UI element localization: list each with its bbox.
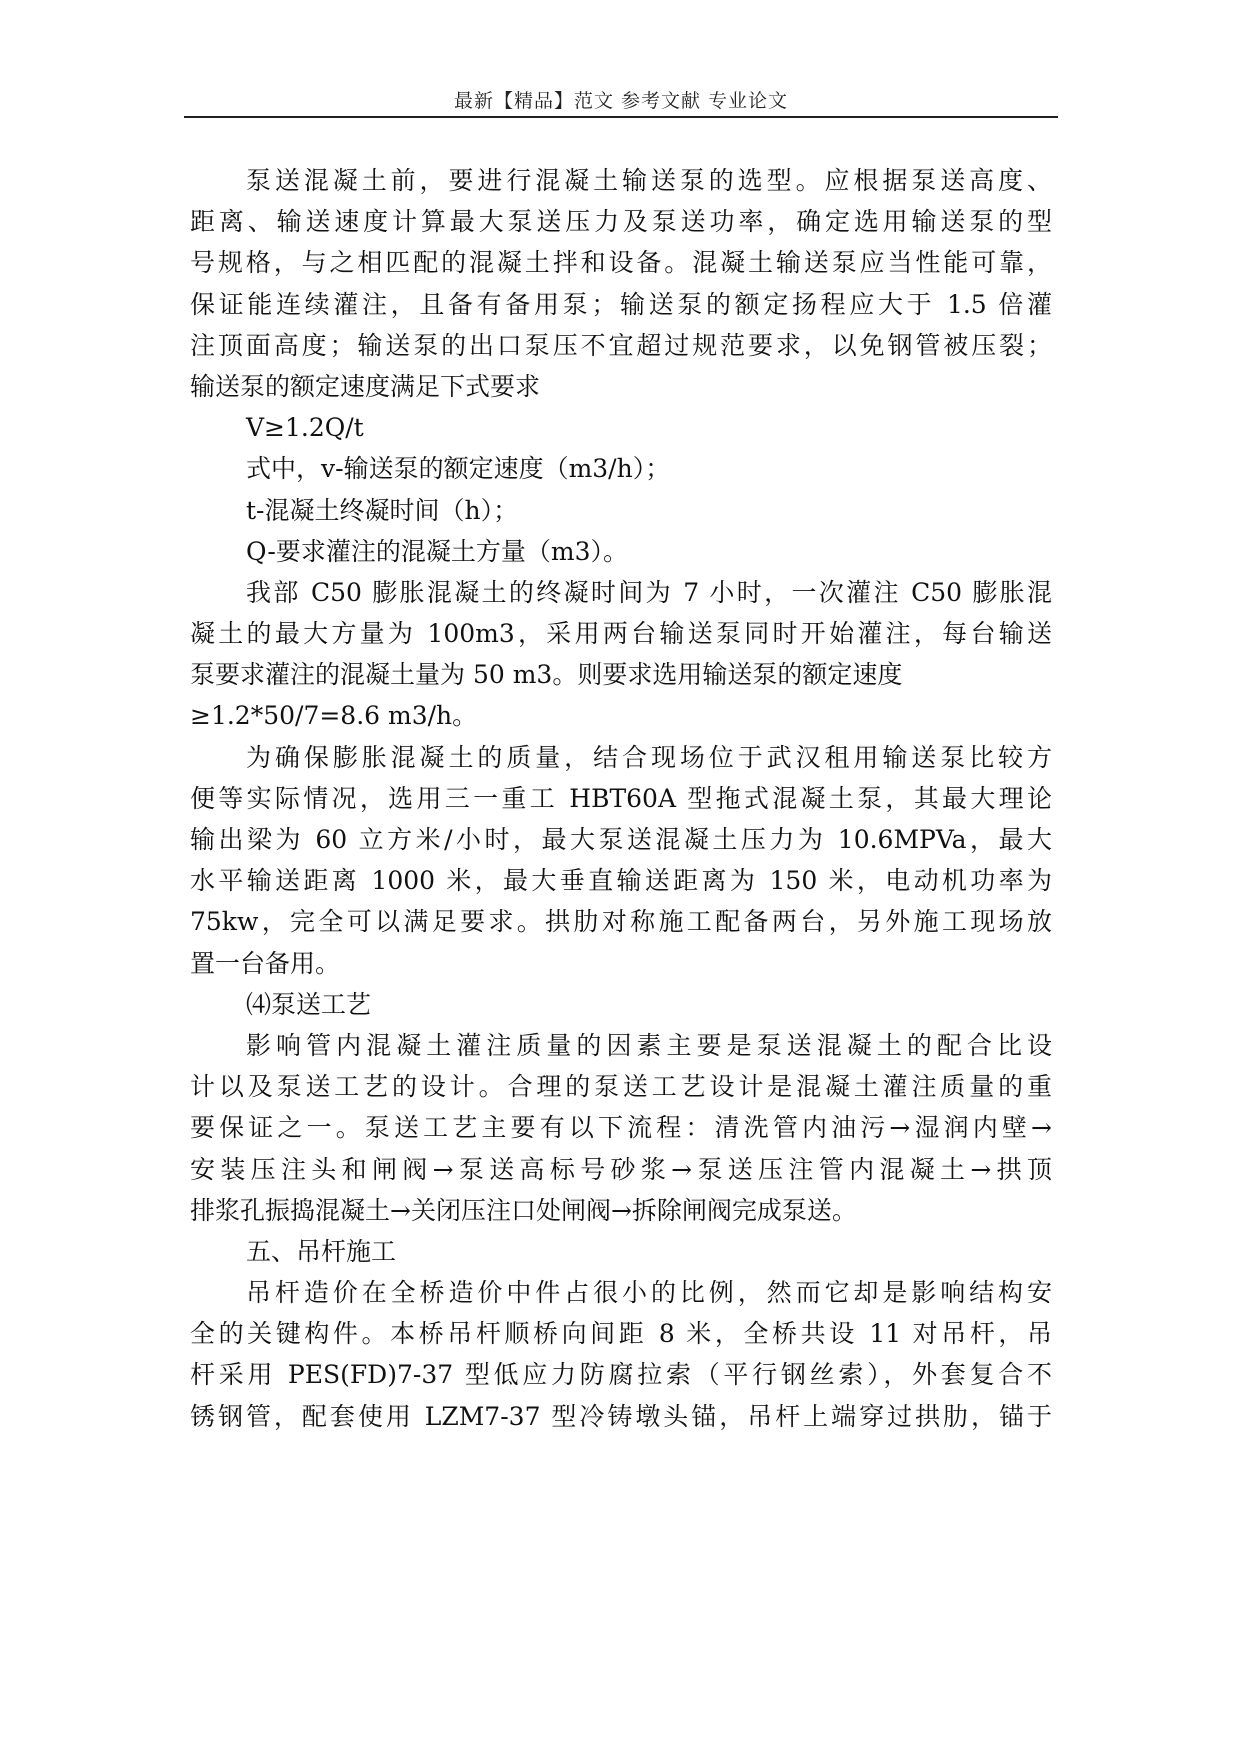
text-line: t-混凝土终凝时间（h）；: [246, 495, 519, 525]
text-line: 影响管内混凝土灌注质量的因素主要是泵送混凝土的配合比设: [246, 1030, 1052, 1060]
text-line: ⑷泵送工艺: [246, 989, 372, 1019]
text-line: 计以及泵送工艺的设计。合理的泵送工艺设计是混凝土灌注质量的重: [190, 1072, 1052, 1102]
header-rule: [184, 116, 1058, 118]
text-line: 五、吊杆施工: [246, 1236, 397, 1266]
body-text: [190, 160, 1052, 1437]
text-line: 要保证之一。泵送工艺主要有以下流程：清洗管内油污→湿润内壁→: [190, 1113, 1052, 1143]
text-line: 泵要求灌注的混凝土量为 50 m3。则要求选用输送泵的额定速度: [190, 660, 903, 690]
text-line: 注顶面高度；输送泵的出口泵压不宜超过规范要求，以免钢管被压裂；: [190, 330, 1052, 360]
text-line: 凝土的最大方量为 100m3，采用两台输送泵同时开始灌注，每台输送: [190, 619, 1052, 649]
text-line: 保证能连续灌注，且备有备用泵；输送泵的额定扬程应大于 1.5 倍灌: [190, 289, 1052, 319]
text-line: 水平输送距离 1000 米，最大垂直输送距离为 150 米，电动机功率为: [190, 866, 1052, 896]
text-line: 泵送混凝土前，要进行混凝土输送泵的选型。应根据泵送高度、: [246, 166, 1052, 195]
text-line: V≥1.2Q/t: [246, 413, 364, 443]
text-line: 吊杆造价在全桥造价中件占很小的比例，然而它却是影响结构安: [246, 1278, 1052, 1308]
running-header: 最新【精品】范文 参考文献 专业论文: [453, 90, 789, 112]
text-line: ≥1.2*50/7=8.6 m3/h。: [190, 701, 478, 731]
text-line: 置一台备用。: [190, 948, 341, 978]
text-line: 号规格，与之相匹配的混凝土拌和设备。混凝土输送泵应当性能可靠，: [190, 248, 1052, 278]
text-line: 输出梁为 60 立方米/小时，最大泵送混凝土压力为 10.6MPVa，最大: [190, 825, 1052, 854]
text-line: 我部 C50 膨胀混凝土的终凝时间为 7 小时，一次灌注 C50 膨胀混: [246, 577, 1052, 607]
text-line: 75kw，完全可以满足要求。拱肋对称施工配备两台，另外施工现场放: [190, 907, 1052, 937]
text-line: 式中，v-输送泵的额定速度（m3/h）；: [246, 454, 671, 484]
text-line: 距离、输送速度计算最大泵送压力及泵送功率，确定选用输送泵的型: [190, 207, 1052, 237]
text-line: 为确保膨胀混凝土的质量，结合现场位于武汉租用输送泵比较方: [246, 742, 1052, 772]
text-line: 杆采用 PES(FD)7-37 型低应力防腐拉索（平行钢丝索），外套复合不: [190, 1360, 1052, 1390]
text-line: 安装压注头和闸阀→泵送高标号砂浆→泵送压注管内混凝土→拱顶: [190, 1154, 1052, 1184]
text-line: 便等实际情况，选用三一重工 HBT60A 型拖式混凝土泵，其最大理论: [190, 783, 1052, 813]
text-line: 全的关键构件。本桥吊杆顺桥向间距 8 米，全桥共设 11 对吊杆，吊: [190, 1319, 1052, 1349]
text-line: Q-要求灌注的混凝土方量（m3）。: [246, 536, 628, 566]
text-line: 锈钢管，配套使用 LZM7-37 型冷铸墩头锚，吊杆上端穿过拱肋，锚于: [190, 1401, 1052, 1431]
text-line: 排浆孔振捣混凝土→关闭压注口处闸阀→拆除闸阀完成泵送。: [190, 1195, 857, 1225]
text-line: 输送泵的额定速度满足下式要求: [190, 371, 541, 401]
